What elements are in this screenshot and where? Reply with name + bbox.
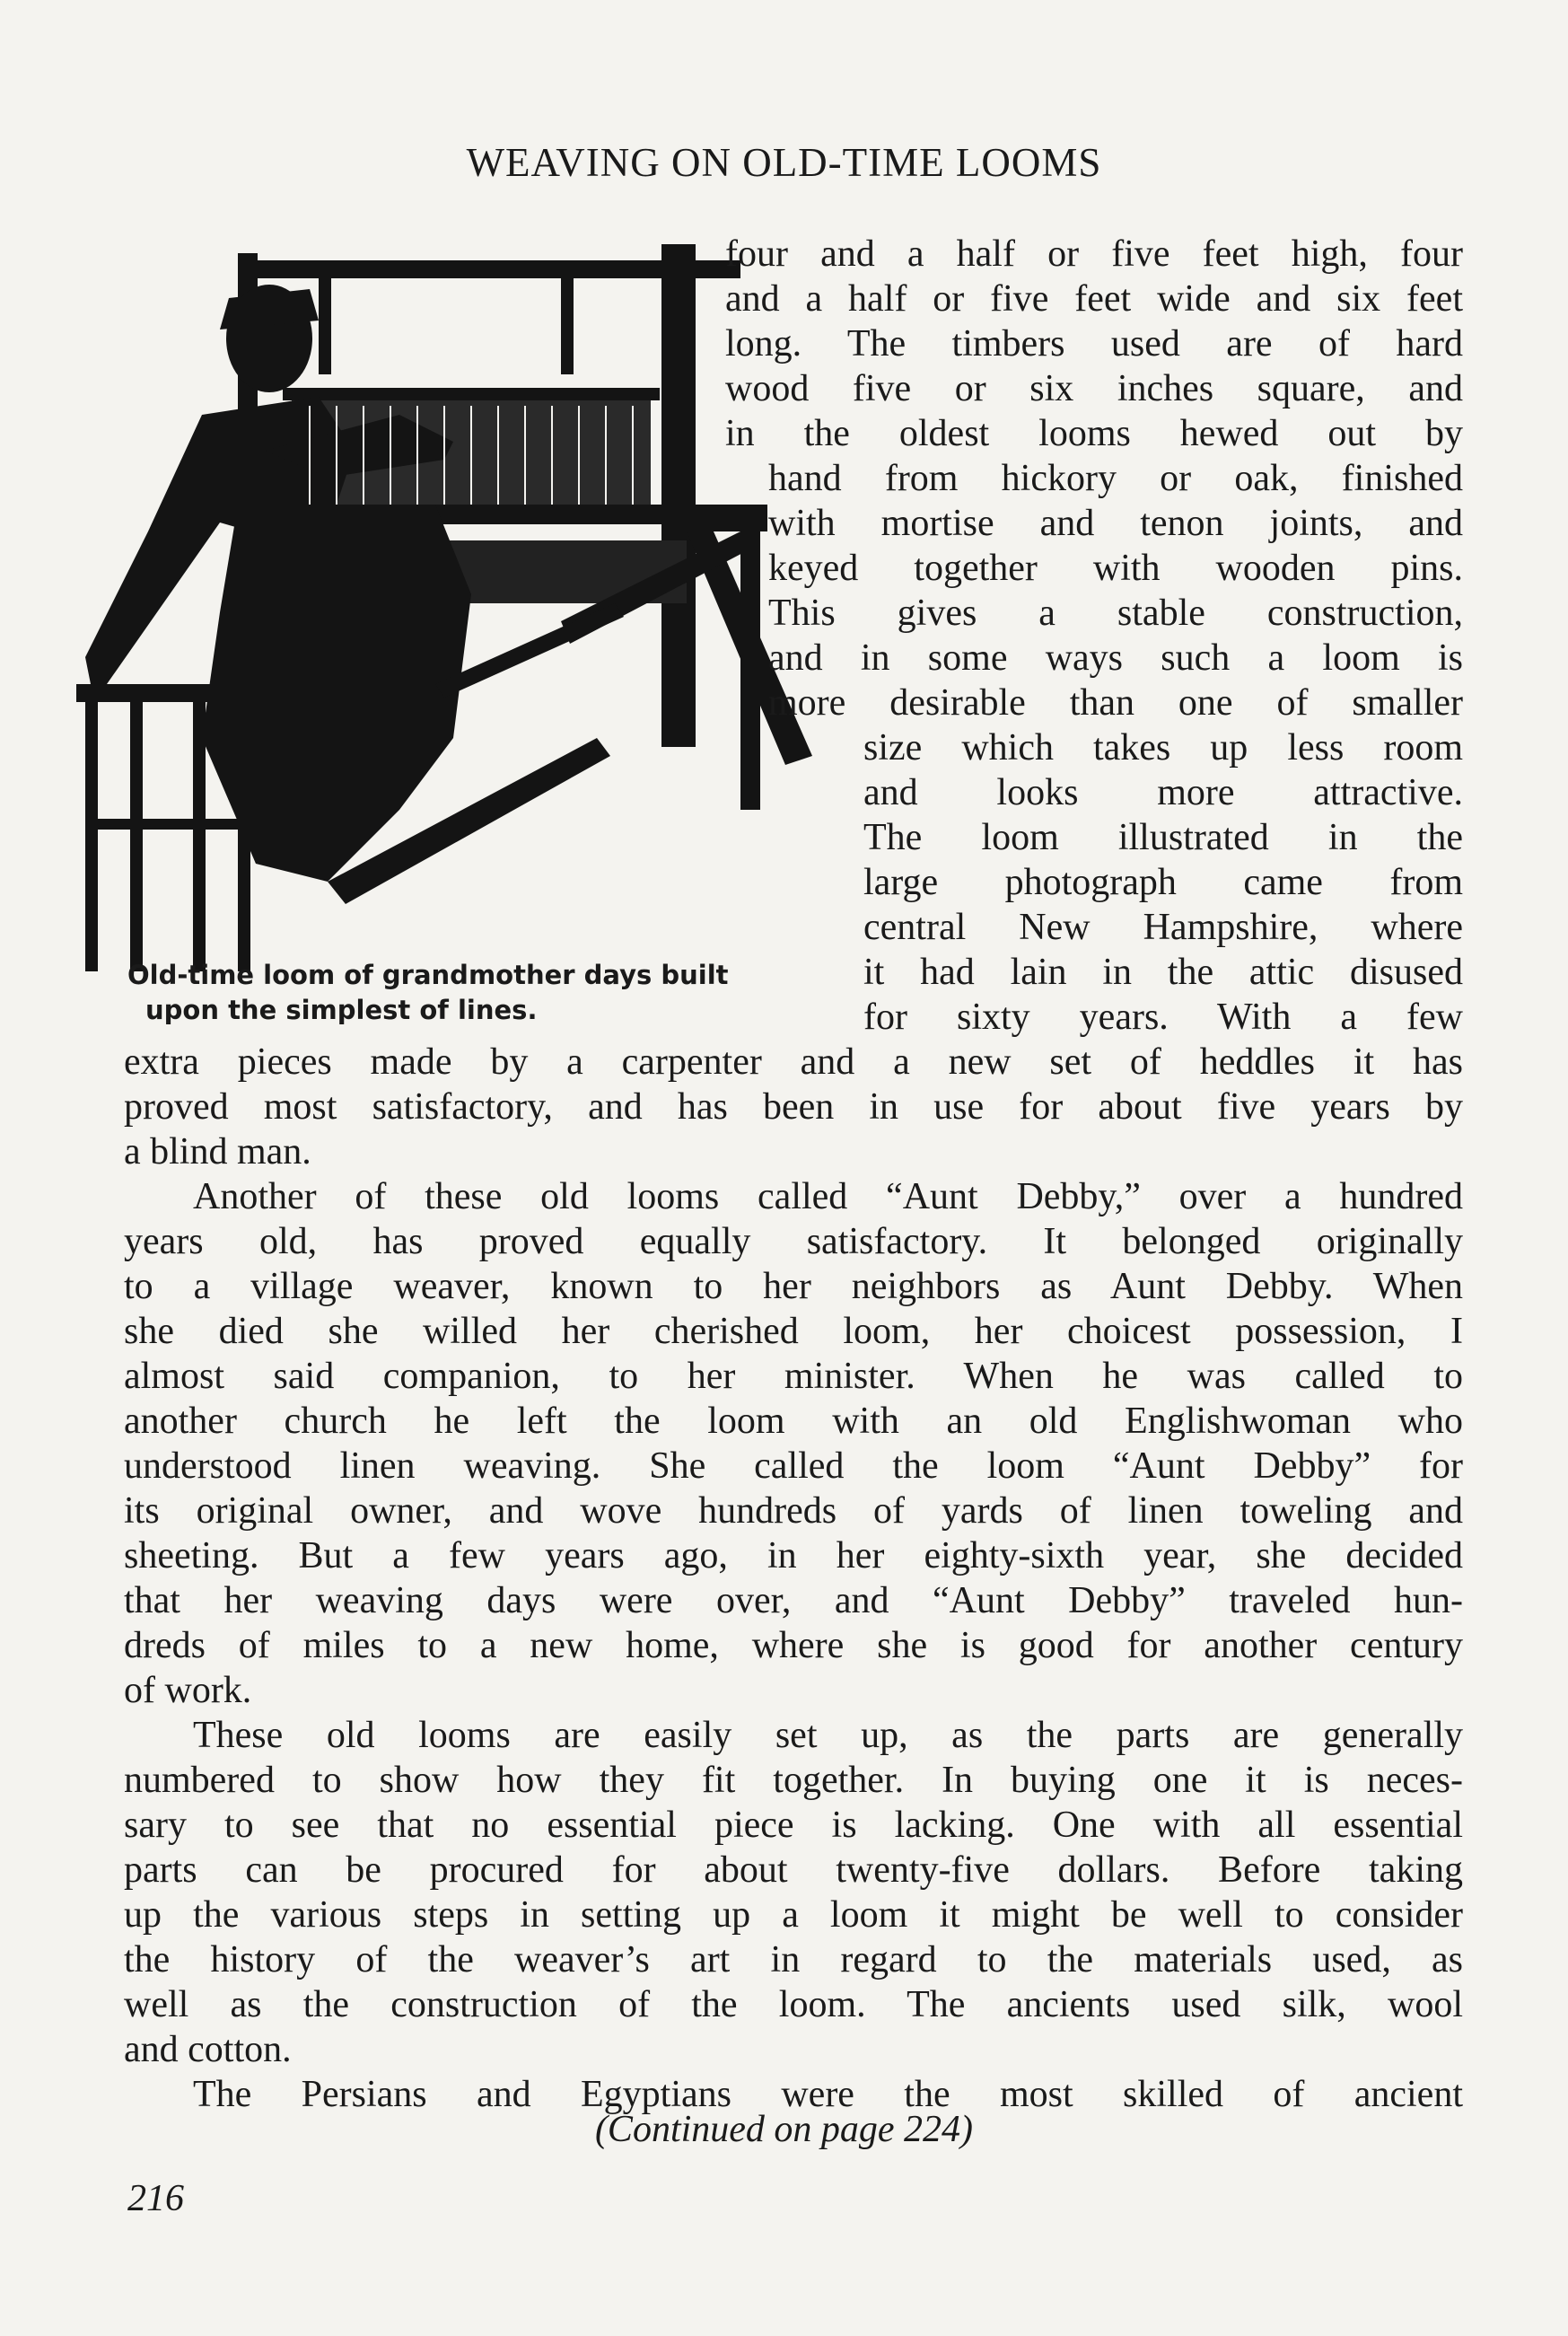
body-line: to a village weaver, known to her neighbors as Aunt Debby. When <box>124 1266 1463 1307</box>
body-line: hand from hickory or oak, finished <box>768 458 1463 499</box>
body-line: up the various steps in setting up a loom it might be well to consider <box>124 1894 1463 1936</box>
body-line: and in some ways such a loom is <box>768 637 1463 679</box>
body-line: The Persians and Egyptians were the most skilled of ancient <box>193 2074 1463 2115</box>
body-line: keyed together with wooden pins. <box>768 548 1463 589</box>
body-line: of work. <box>124 1670 252 1711</box>
body-line: extra pieces made by a carpenter and a new set of heddles it has <box>124 1041 1463 1083</box>
body-line: with mortise and tenon joints, and <box>768 503 1463 544</box>
body-line: a blind man. <box>124 1131 311 1172</box>
figure-caption <box>127 958 828 1028</box>
body-line: the history of the weaver’s art in regard to the materials used, as <box>124 1939 1463 1980</box>
body-line: numbered to show how they fit together. In buying one it is neces- <box>124 1760 1463 1801</box>
body-line: sheeting. But a few years ago, in her eighty-sixth year, she decided <box>124 1535 1463 1576</box>
body-line: The loom illustrated in the <box>863 817 1463 858</box>
continued-note: (Continued on page 224) <box>594 2109 974 2150</box>
body-line: size which takes up less room <box>863 727 1463 768</box>
body-line: central New Hampshire, where <box>863 907 1463 948</box>
body-line: parts can be procured for about twenty-five dollars. Before taking <box>124 1849 1463 1891</box>
body-line: wood five or six inches square, and <box>725 368 1463 409</box>
body-line: years old, has proved equally satisfactory. It belonged originally <box>124 1221 1463 1262</box>
body-line: more desirable than one of smaller <box>768 682 1463 724</box>
body-line: and a half or five feet wide and six feet <box>725 278 1463 320</box>
body-line: its original owner, and wove hundreds of yards of linen toweling and <box>124 1490 1463 1532</box>
body-line: for sixty years. With a few <box>863 997 1463 1038</box>
body-line: sary to see that no essential piece is lacking. One with all essential <box>124 1805 1463 1846</box>
body-line: proved most satisfactory, and has been in use for about five years by <box>124 1086 1463 1128</box>
body-line: large photograph came from <box>863 862 1463 903</box>
body-line: it had lain in the attic disused <box>863 952 1463 993</box>
body-line: dreds of miles to a new home, where she is good for another century <box>124 1625 1463 1666</box>
body-line: she died she willed her cherished loom, her choicest possession, I <box>124 1311 1463 1352</box>
body-line: almost said companion, to her minister. When he was called to <box>124 1356 1463 1397</box>
body-line: This gives a stable construction, <box>768 593 1463 634</box>
body-line: long. The timbers used are of hard <box>725 323 1463 364</box>
body-line: and cotton. <box>124 2029 292 2070</box>
body-line: that her weaving days were over, and “Aunt Debby” traveled hun- <box>124 1580 1463 1621</box>
body-line: another church he left the loom with an old Englishwoman who <box>124 1401 1463 1442</box>
body-line: four and a half or five feet high, four <box>725 233 1463 275</box>
body-line: well as the construction of the loom. The ancients used silk, wool <box>124 1984 1463 2025</box>
page-number: 216 <box>127 2178 184 2219</box>
body-line: These old looms are easily set up, as the parts are generally <box>193 1715 1463 1756</box>
caption-line: upon the simplest of lines. <box>145 995 538 1025</box>
caption-line: Old-time loom of grandmother days built <box>127 960 729 990</box>
body-line: in the oldest looms hewed out by <box>725 413 1463 454</box>
page-title: WEAVING ON OLD-TIME LOOMS <box>466 140 1102 185</box>
body-line: Another of these old looms called “Aunt Debby,” over a hundred <box>193 1176 1463 1217</box>
body-line: understood linen weaving. She called the loom “Aunt Debby” for <box>124 1445 1463 1487</box>
body-line: and looks more attractive. <box>863 772 1463 813</box>
